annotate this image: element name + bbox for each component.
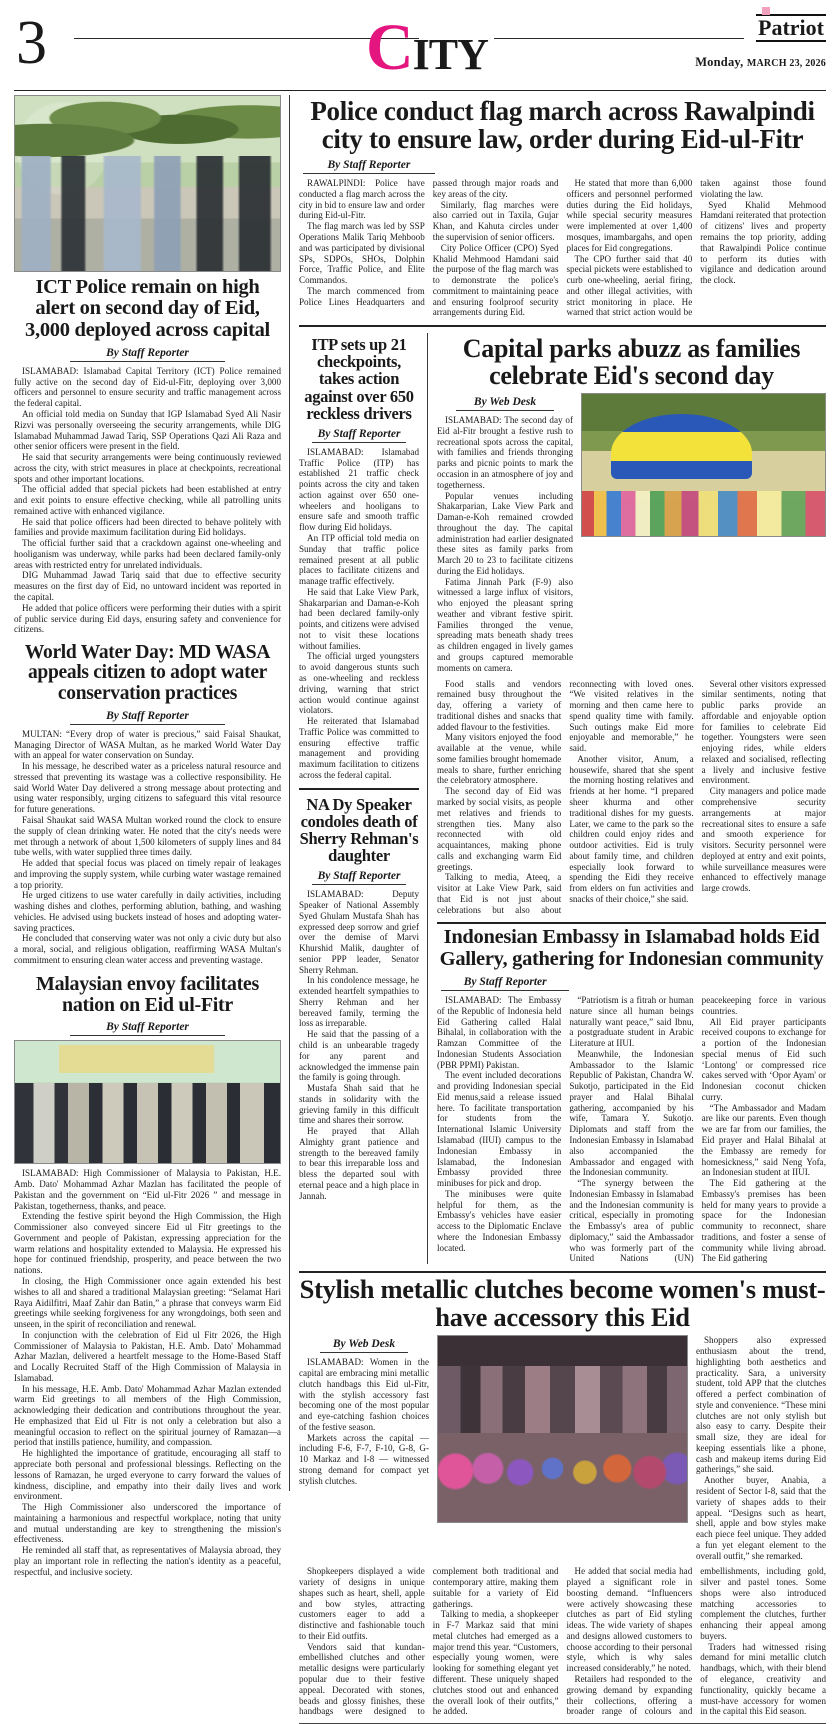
page-grid [14, 95, 826, 1717]
paragraph: All Eid prayer participants received coupons to exchange for a portion of the Indonesian special menus of Eid such ‘Lontong' or compressed rice cakes served with ‘Opor Ayam' or Indonesian coconut chicken curry. [701, 1016, 826, 1102]
dateline [695, 55, 826, 70]
parks-photo [581, 393, 826, 673]
inflatable-bouncy-castle-park-image [582, 394, 825, 536]
itp-na-column [299, 333, 428, 1264]
brand-logo [756, 14, 826, 42]
paragraph: He prayed that Allah Almighty grant patience and strength to the bereaved family to bear this irreparable loss and bless the departed soul with eternal peace and a high place in Jannah. [299, 1126, 419, 1201]
paragraph: The minibuses were quite helpful for them, as the Embassy's vehicles have easier access to the Diplomatic Enclave where the Indonesian Embassy located. [437, 1188, 562, 1253]
paragraph: He added that social media had played a significant role in boosting demand. “Influencers were actively showcasing these clutches as part of Eid styling ideas. The wide variety of shapes and designs allowed customers to choose according to their personal style, which is why sales increased considerably,” he noted. [566, 1566, 693, 1674]
paragraph: The official added that special pickets had been established at entry and exit points to ensure effective checking, while all patrolling units remained active with enhanced vigilance. [14, 484, 281, 516]
parks-first-column [437, 393, 573, 673]
paragraph: ISLAMABAD: The Embassy of the Republic of Indonesia held Eid Gathering called Halal Bihalal, in collaboration with the Ramzan Committee of the Indonesian Students Association (PBR PPMI) Pakistan. [437, 995, 562, 1070]
paragraph: The second day of Eid was marked by social visits, as people met relatives and friends to strengthen ties. Many also reconnected with old acquaintances, making phone calls and exchanging warm Eid greetings. [437, 786, 562, 872]
paragraph: He urged citizens to use water carefully in daily activities, including washing dishes and clothes, performing ablution, bathing, and washing vehicles. He advised using buckets instead of hoses and adopting water-saving practices. [14, 890, 281, 933]
wasa-body [14, 729, 281, 966]
paragraph: Several other visitors expressed similar sentiments, noting that public parks provide an affordable and enjoyable option for families to celebrate Eid together. Youngsters were seen enjoying rides, while elders relaxed and socialised, reflecting a lively and inclusive festive environment. [701, 678, 826, 786]
parks-body-rest [437, 679, 826, 916]
paragraph: “The synergy between the Indonesian Embassy in Islamabad and the Indonesian community is critical, especially in promoting the Embassy's area of public diplomacy,” said the Ambassador who was formerly part of the United Nations (UN) peacekeeping force in various countries. [569, 995, 826, 1264]
paragraph: Talking to media, a shopkeeper in F-7 Markaz said that mini metal clutches had emerged as a major trend this year. “Customers, especially young women, were looking for something elegant yet different. These uniquely shaped clutches stood out and enhanced the overall look of their outfits,” he added. [432, 1609, 559, 1717]
paragraph: Talking to media, Ateeq, a visitor at Lake View Park, said that Eid is not just about celebrations but also about reconnecting with loved ones. “We visited relatives in the morning and then came here to spend quality time with family. Such outings make Eid more enjoyable and memorable,” he said. [437, 678, 694, 915]
malaysian-high-commission-eid-gathering-image [15, 1041, 280, 1163]
paragraph: Mustafa Shah said that he stands in solidarity with the grieving family in this difficult time and shares their sorrow. [299, 1083, 419, 1126]
wasa-byline: By Staff Reporter [70, 707, 225, 725]
section-initial-letter: C [366, 11, 413, 84]
clutches-body-first [299, 1357, 429, 1486]
paragraph: Shopkeepers displayed a wide variety of designs in unique shapes such as heart, shell, apple and bow styles, attracting customers eager to add a distinctive and fashionable touch to their Eid outfits. [299, 1566, 425, 1641]
parks-headline[interactable]: Capital parks abuzz as families celebrate Eid's second day [462, 334, 801, 391]
masthead-bottom-rule [14, 90, 826, 91]
indonesia-byline: By Staff Reporter [441, 973, 569, 991]
parks-article [437, 335, 826, 915]
paragraph: Similarly, flag marches were also carried out in Taxila, Gujar Khan, and Kahuta circles under the supervision of senior officers. [432, 199, 559, 242]
flag-march-byline: By Staff Reporter [303, 156, 435, 174]
paragraph: He stated that more than 6,000 officers and personnel performed duties during the Eid holidays, while special security measures were implemented at over 1,400 mosques, imambargahs, and open places for Eid congregations. [566, 178, 693, 253]
clutches-byline: By Web Desk [320, 1335, 408, 1353]
page-folio-number: 3 [16, 9, 46, 77]
paragraph: ISLAMABAD: Deputy Speaker of National Assembly Syed Ghulam Mustafa Shah has expressed deep sorrow and grief over the demise of Marvi Khurshid Malik, daughter of senior PPP leader, Senator Sherry Rehman. [299, 889, 419, 975]
ict-police-body [14, 366, 281, 635]
paragraph: MULTAN: “Every drop of water is precious,” said Faisal Shaukat, Managing Director of WASA Multan, as he marked World Water Day with an appeal for water conservation on Sunday. [14, 728, 281, 761]
left-column [14, 95, 290, 1577]
masthead [14, 10, 826, 88]
na-speaker-byline: By Staff Reporter [312, 867, 406, 885]
flag-march-article [299, 95, 826, 318]
divider-after-itp [299, 788, 419, 790]
clutches-photo [437, 1335, 688, 1561]
parks-photo-frame [581, 393, 826, 537]
mid-row [299, 333, 826, 1264]
malaysia-headline[interactable]: Malaysian envoy facilitates nation on Eid ul-Fitr [36, 972, 259, 1016]
malaysia-photo [14, 1040, 281, 1164]
paragraph: ISLAMABAD: The second day of Eid al-Fitr brought a festive rush to recreational spots across the capital, with families and friends thronging parks and picnic points to mark the occasion in an atmosphere of joy and togetherness. [437, 415, 573, 490]
paragraph: The flag march was led by SSP Operations Malik Tariq Mehboob and was participated by divisional SPs, SDPOs, SHOs, Dolphin Force, Traffic Police, and Elite Commandos. [299, 221, 425, 286]
paragraph: In his condolence message, he extended heartfelt sympathies to Sherry Rehman and her bereaved family, terming the loss as irreparable. [299, 975, 419, 1029]
parks-byline: By Web Desk [456, 393, 554, 411]
paragraph: He said that the passing of a child is an unbearable tragedy for any parent and acknowledged the immense pain the family is going through. [299, 1029, 419, 1083]
parks-body-first [437, 415, 573, 673]
dateline-date: MARCH 23, 2026 [746, 58, 826, 69]
paragraph: The High Commissioner also underscored the importance of maintaining a harmonious and respectful workplace, noting that unity and mutual understanding are key to strengthening the mission's effectiveness. [14, 1502, 281, 1545]
paragraph: RAWALPINDI: Police have conducted a flag march across the city in bid to ensure law and order during Eid-ul-Fitr. [299, 178, 425, 221]
clutches-top-row [299, 1335, 826, 1561]
paragraph: Vendors said that kundan-embellished clutches and other metallic designs were particularly popular due to their festive appeal. Decorated with stones, beads and glossy finishes, these handbags were designed to complement both traditional and contemporary attire, making them suitable for a variety of Eid gatherings. [299, 1566, 559, 1717]
paragraph: Traders had witnessed rising demand for mini metallic clutch handbags, which, with their blend of elegance, creativity and functionality, quickly became a must-have accessory for women in the capital this Eid season. [700, 1641, 826, 1717]
paragraph: City managers and police made comprehensive security arrangements at major recreational sites to ensure a safe and smooth experience for visitors. Security personnel were deployed at entry and exit points, while surveillance measures were enhanced to effectively manage large crowds. [701, 786, 826, 894]
paragraph: Many visitors enjoyed the food available at the venue, while some families brought homemade meals to share, further enriching the celebratory atmosphere. [437, 732, 562, 786]
ict-police-headline[interactable]: ICT Police remain on high alert on second day of Eid, 3,000 deployed across capital [25, 276, 270, 341]
ict-police-byline: By Staff Reporter [70, 344, 225, 362]
indonesia-article [437, 927, 826, 1264]
paragraph: The CPO further said that 40 special pickets were established to curb one-wheeling, aerial firing, and other illegal activities, with strict monitoring in place. He warned that strict action would be taken against those found violating the law. [566, 178, 826, 318]
paragraph: ISLAMABAD: High Commissioner of Malaysia to Pakistan, H.E. Amb. Dato' Mohammad Azhar Mazlan has facilitated the people of Pakistan and the government on “Eid ul-Fitr 2026 ” and message in Pakistan, togetherness, thanks, and peace. [14, 1168, 281, 1211]
paragraph: City Police Officer (CPO) Syed Khalid Mehmood Hamdani said the purpose of the flag march was to demonstrate the police's commitment to maintaining peace and ensuring foolproof security arrangements during Eid. [432, 242, 559, 318]
brand-block [695, 14, 826, 70]
na-speaker-headline[interactable]: NA Dy Speaker condoles death of Sherry Rehman's daughter [299, 794, 419, 866]
paragraph: Faisal Shaukat said WASA Multan worked round the clock to ensure the supply of clean drinking water. He noted that the city's needs were met through a network of about 1,500 kilometers of supply lines and 84 tube wells, with water supplied three times daily. [14, 815, 281, 858]
paragraph: Shoppers also expressed enthusiasm about the trend, highlighting both aesthetics and practicality. Sara, a university student, told APP that the clutches offered a perfect combination of style and convenience. “These mini clutches are not only stylish but also easy to carry. Despite their small size, they are ideal for keeping essentials like a phone, cash and makeup items during Eid gatherings,” she said. [696, 1335, 826, 1475]
ict-police-photo [14, 95, 281, 272]
clutches-body-last-top [696, 1335, 826, 1561]
paragraph: The march commenced from Police Lines Headquarters and passed through major roads and key areas of the city. [299, 178, 559, 307]
paragraph: He added that police officers were performing their duties with a spirit of public service during Eid days, ensuring safety and convenience for citizens. [14, 602, 281, 635]
wasa-headline[interactable]: World Water Day: MD WASA appeals citizen to adopt water conservation practices [24, 642, 271, 704]
paragraph: The Eid gathering at the Embassy's premises has been held for many years to provide a space for the Indonesian community to reconnect, share traditions, and foster a sense of community while living abroad. The Eid gathering [701, 1178, 826, 1264]
itp-headline[interactable]: ITP sets up 21 checkpoints, takes action against over 650 reckless drivers [304, 335, 414, 423]
paragraph: Syed Khalid Mehmood Hamdani reiterated that protection of citizens' lives and property remains the top priority, adding that Rawalpindi Police continue to perform its duties with vigilance and dedication around the clock. [700, 199, 826, 286]
paragraph: He highlighted the importance of gratitude, encouraging all staff to appreciate both personal and professional blessings. Reflecting on the lessons of Ramazan, he urged everyone to carry forward the values of kindness, discipline, and empathy into their daily lives and work environment. [14, 1448, 281, 1502]
paragraph: An official told media on Sunday that IGP Islamabad Syed Ali Nasir Rizvi was personally overseeing the security arrangements, while DIG Islamabad Muhammad Jawad Tariq, SSP Operations Qazi Ali Raza and other senior officers were present in the field. [14, 409, 281, 452]
paragraph: Another visitor, Anum, a housewife, shared that she spent the morning hosting relatives and friends at her home. “I prepared sheer khurma and other traditional dishes for my guests. Later, we came to the park so the children could enjoy rides and outdoor activities. Eid is truly about family time, and children especially look forward to spending the Eidi they receive from elders on fun activities and snacks of their choice,” she said. [569, 753, 694, 904]
paragraph: The official further said that a crackdown against one-wheeling and hooliganism was underway, while parks had been declared family-only areas with restricted entry for unrelated individuals. [14, 538, 281, 570]
paragraph: DIG Muhammad Jawad Tariq said that due to effective security measures on the first day of Eid, no untoward incident was reported in the capital. [14, 570, 281, 603]
paragraph: Popular venues including Shakarparian, Lake View Park and Daman-e-Koh remained crowded throughout the day. The capital administration had earlier designated these sites as family parks from March 20 to 23 to facilitate citizens during the Eid holidays. [437, 490, 573, 576]
paragraph: He reminded all staff that, as representatives of Malaysia abroad, they play an important role in reflecting the nation's identity as a peaceful, respectful, and inclusive society. [14, 1545, 281, 1577]
malaysia-byline: By Staff Reporter [70, 1018, 225, 1036]
flag-march-body [299, 178, 826, 318]
dateline-day: Monday, [695, 55, 744, 69]
paragraph: He added that special focus was placed on timely repair of leakages and improving the supply system, while curbing water wastage remained a top priority. [14, 858, 281, 890]
paragraph: An ITP official told media on Sunday that traffic police remained present at all public places to facilitate citizens and manage traffic effectively. [299, 533, 419, 587]
malaysia-body [14, 1168, 281, 1577]
clutches-article [299, 1273, 826, 1724]
paragraph: He concluded that conserving water was not only a civic duty but also a moral, social, and religious obligation, reaffirming WASA Multan's commitment to ensuring clean water access and preventing wastage. [14, 933, 281, 965]
parks-indonesia-column [428, 333, 826, 1264]
paragraph: Retailers had responded to the growing demand by expanding their collections, offering a broader range of colours and embellishments, including gold, silver and pastel tones. Some shops were also introduced matching accessories to complement the clutches, further enhancing their appeal among buyers. [566, 1566, 826, 1717]
paragraph: He reiterated that Islamabad Traffic Police was committed to ensuring effective traffic management and providing maximum facilitation to citizens across the federal capital. [299, 716, 419, 780]
paragraph: In his message, he described water as a priceless natural resource and stressed that preventing its wastage was a collective responsibility. He said World Water Day delivered a strong message about protecting and using water responsibly, urging citizens to safeguard this vital resource for future generations. [14, 761, 281, 815]
divider-after-parks [437, 922, 826, 924]
paragraph: In closing, the High Commissioner once again extended his best wishes to all and shared a traditional Malaysian greeting: “Selamat Hari Raya Aidilfitri, Maaf Zahir dan Batin,” a phrase that conveys warm Eid greetings while seeking forgiveness for any wrongdoings, both seen and unseen, in the spirit of reconciliation and renewal. [14, 1275, 281, 1330]
metallic-clutch-handbags-display-image [438, 1336, 687, 1522]
clutches-photo-frame [437, 1335, 688, 1523]
clutches-last-column-top [696, 1335, 826, 1561]
section-title-city [366, 11, 488, 84]
paragraph: He said that Lake View Park, Shakarparian and Daman-e-Koh had been declared family-only points, and citizens were advised not to visit these locations without families. [299, 586, 419, 651]
divider-after-flag-march [299, 325, 826, 327]
paragraph: He said that security arrangements were being continuously reviewed across the city, with strict measures in place at checkpoints, recreational spots and other important locations. [14, 452, 281, 484]
paragraph: Another buyer, Anabia, a resident of Sector I-8, said that the variety of shapes adds to their appeal. “Designs such as heart, shell, apple and bow styles make each piece feel unique. They added a fun yet elegant element to the overall outfit,” she remarked. [696, 1475, 826, 1561]
parks-top-row [437, 393, 826, 673]
paragraph: “Patriotism is a fitrah or human nature since all human beings naturally want peace,” said Ibnu, a postgraduate student in Arabic Literature at IIUI. [569, 995, 694, 1049]
section-title-rest: ITY [412, 30, 488, 79]
indonesia-body [437, 995, 826, 1264]
flag-march-headline[interactable]: Police conduct flag march across Rawalpindi city to ensure law, order during Eid-ul-Fitr [310, 96, 815, 155]
itp-body [299, 447, 419, 781]
brand-square-icon [762, 7, 770, 15]
paragraph: In conjunction with the celebration of Eid ul Fitr 2026, the High Commissioner of Malaysia to Pakistan, H.E. Amb. Dato' Mohammad Azhar Mazlan, delivered a heartfelt message to the Home-Based Staff and Locally Recruited Staff of the High Commission of Malaysia in Islamabad. [14, 1329, 281, 1383]
indonesia-headline[interactable]: Indonesian Embassy in Islamabad holds Eid Gallery, gathering for Indonesian community [439, 926, 824, 970]
right-area [290, 95, 826, 1717]
paragraph: Extending the festive spirit beyond the High Commission, the High Commissioner also conveyed sincere Eid ul Fitr greetings to the Government and people of Pakistan, expressing appreciation for the warm relations and hospitality extended to Malaysia. He expressed his hope for continued friendship, prosperity, and peace between the two nations. [14, 1211, 281, 1276]
paragraph: ISLAMABAD: Women in the capital are embracing mini metallic clutch handbags this Eid ul-Fitr, with the stylish accessory fast becoming one of the most popular and eye-catching fashion choices of the festive season. [299, 1357, 429, 1432]
paragraph: Markets across the capital — including F-6, F-7, F-10, G-8, G-10 Markaz and I-8 — witnessed strong demand for compact yet stylish clutches. [299, 1432, 429, 1486]
clutches-first-column [299, 1335, 429, 1561]
brand-name: Patriot [758, 15, 824, 40]
paragraph: Meanwhile, the Indonesian Ambassador to the Islamic Republic of Pakistan, Chandra W. Sukotjo, participated in the Eid prayer and Halal Bihalal gathering, accompanied by his wife, Tamara Y. Sukotjo. Diplomats and staff from the Indonesian Embassy in Islamabad also accompanied the Ambassador and engaged with the Indonesian community. [569, 1048, 694, 1178]
paragraph: The official urged youngsters to avoid dangerous stunts such as one-wheeling and reckless driving, warning that strict action would continue against violators. [299, 651, 419, 716]
paragraph: He said that police officers had been directed to behave politely with families and provide maximum facilitation during Eid holidays. [14, 516, 281, 538]
paragraph: Food stalls and vendors remained busy throughout the day, offering a variety of traditional dishes and snacks that added flavour to the festivities. [437, 678, 562, 732]
clutches-body-rest [299, 1566, 826, 1717]
clutches-headline[interactable]: Stylish metallic clutches become women's must-have accessory this Eid [299, 1274, 826, 1332]
paragraph: ISLAMABAD: Islamabad Traffic Police (ITP) has established 21 traffic check points across the city and taken action against over 650 one-wheelers and hooligans to ensure safe and smooth traffic flow during Eid holidays. [299, 446, 419, 533]
na-speaker-body [299, 889, 419, 1201]
paragraph: The event included decorations and providing Indonesian special Eid menus,said a release issued here. To facilitate transportation for students from the International Islamic University Islamabad (IIUI) campus to the Indonesian Embassy in Islamabad, the Indonesian Embassy provided three minibuses for pick and drop. [437, 1070, 562, 1189]
paragraph: In his message, H.E. Amb. Dato' Mohammad Azhar Mazlan extended warm Eid greetings to all members of the High Commission, acknowledging their dedication and contributions throughout the year. He emphasized that Eid ul Fitr is not only a celebration but also a meaningful occasion to reflect on the spiritual journey of Ramazan—a period that instills patience, humility, and compassion. [14, 1383, 281, 1448]
police-officers-patrol-image [15, 96, 280, 271]
paragraph: “The Ambassador and Madam are like our parents. Even though we are far from our families, the Eid prayer and Halal Bihalal at the Embassy are remedy for homesickness,” said Neng Yofa, an Indonesian student at IIUI. [701, 1102, 826, 1178]
paragraph: ISLAMABAD: Islamabad Capital Territory (ICT) Police remained fully active on the second day of Eid-ul-Fitr, deploying over 3,000 officers and personnel to ensure security and traffic management across the federal capital. [14, 365, 281, 409]
paragraph: Fatima Jinnah Park (F-9) also witnessed a large influx of visitors, who enjoyed the pleasant spring weather and vibrant festive spirit. Families thronged the venue, spreading mats beneath shady trees as children engaged in lively games and groups captured memorable moments on camera. [437, 576, 573, 673]
itp-byline: By Staff Reporter [312, 425, 406, 443]
